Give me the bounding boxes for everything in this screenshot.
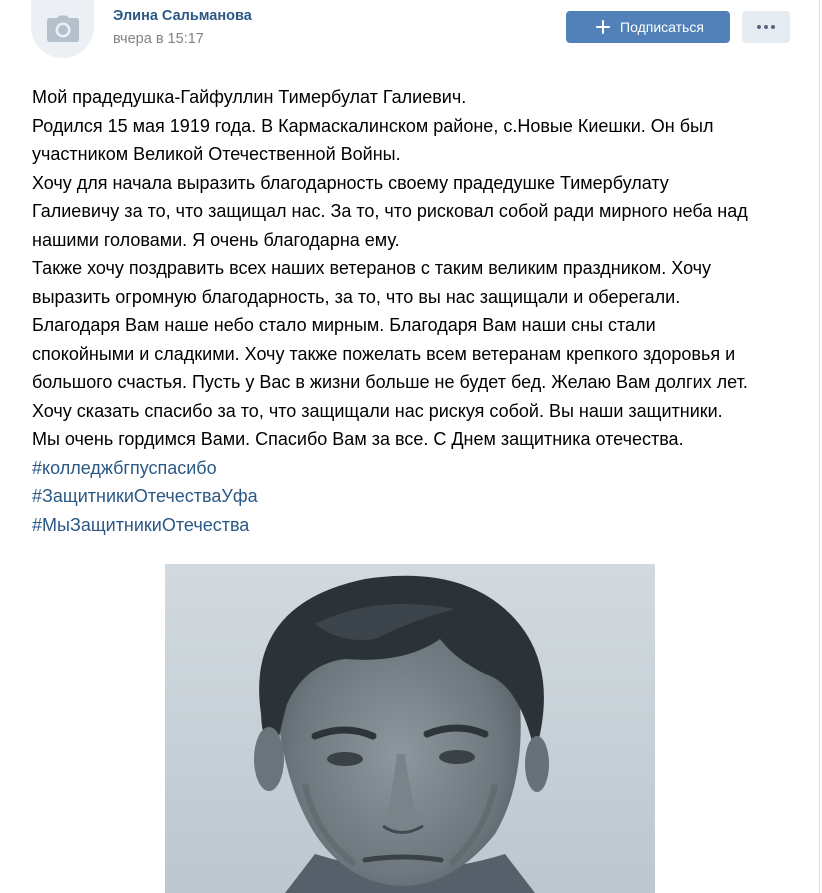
- subscribe-button[interactable]: [566, 11, 730, 43]
- post-text-line: Хочу для начала выразить благодарность своему прадедушке Тимербулату: [32, 172, 669, 193]
- more-dots-icon: [757, 25, 775, 29]
- post-text-line: Также хочу поздравить всех наших ветеранов с таким великим праздником. Хочу: [32, 258, 712, 278]
- post-text-line: Мой прадедушка-Гайфуллин Тимербулат Галиевич.: [32, 87, 467, 107]
- post-header: [0, 0, 820, 70]
- hashtag-link[interactable]: #МыЗащитникиОтечества: [32, 514, 250, 535]
- author-avatar[interactable]: [31, 0, 94, 58]
- hashtag-link[interactable]: #колледжбгпуспасибо: [32, 457, 217, 478]
- post-text-line: Хочу сказать спасибо за то, что защищали нас рискуя собой. Вы наши защитники.: [32, 400, 723, 421]
- post-text-line: Галиевичу за то, что защищал нас. За то, что рисковал собой ради мирного неба над: [32, 201, 748, 221]
- post-text-line: выразить огромную благодарность, за то, что вы нас защищали и оберегали.: [32, 286, 681, 307]
- post-text-line: Благодаря Вам наше небо стало мирным. Благодаря Вам наши сны стали: [32, 315, 656, 335]
- portrait-photo: [165, 564, 655, 893]
- post-text-line: большого счастья. Пусть у Вас в жизни больше не будет бед. Желаю Вам долгих лет.: [32, 372, 748, 392]
- post-date-link[interactable]: вчера в 15:17: [113, 31, 204, 47]
- post-text-line: участником Великой Отечественной Войны.: [32, 144, 401, 164]
- camera-icon: [45, 15, 81, 43]
- post-text-line: Мы очень гордимся Вами. Спасибо Вам за все. С Днем защитника отечества.: [32, 429, 684, 449]
- post-text: [32, 83, 802, 539]
- hashtag-link[interactable]: #ЗащитникиОтечестваУфа: [32, 486, 258, 506]
- post-text-line: спокойными и сладкими. Хочу также пожелать всем ветеранам крепкого здоровья и: [32, 343, 736, 364]
- post-text-line: нашими головами. Я очень благодарна ему.: [32, 229, 400, 250]
- more-actions-button[interactable]: [742, 11, 790, 43]
- plus-icon: [596, 20, 610, 34]
- post-photo[interactable]: [165, 564, 655, 893]
- author-name-link[interactable]: Элина Сальманова: [113, 8, 252, 24]
- post-text-line: Родился 15 мая 1919 года. В Кармаскалинском районе, с.Новые Киешки. Он был: [32, 115, 714, 136]
- subscribe-button-label: Подписаться: [620, 19, 704, 35]
